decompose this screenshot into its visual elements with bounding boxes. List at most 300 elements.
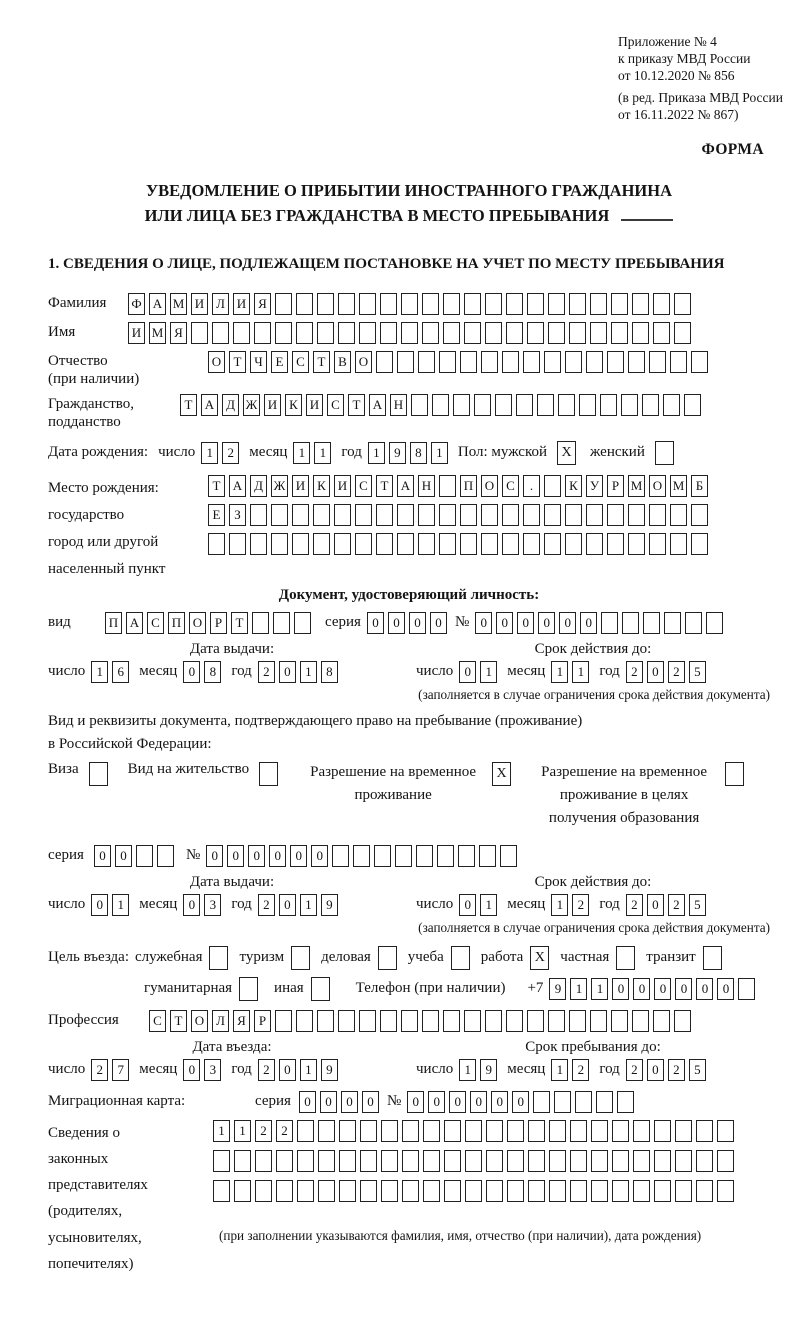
birth-day-field[interactable]: [201, 442, 239, 464]
char-cell: [590, 293, 607, 315]
temp-residence-option: [304, 761, 511, 808]
char-cell: [674, 1010, 691, 1032]
char-cell: [359, 293, 376, 315]
char-cell: [649, 504, 666, 526]
char-cell: [486, 1120, 503, 1142]
char-cell: [297, 1150, 314, 1172]
ref-line: Приложение № 4: [618, 34, 717, 49]
char-cell: [612, 1180, 629, 1202]
representatives-row3-field[interactable]: [213, 1180, 734, 1202]
purpose-work-checkbox[interactable]: [530, 946, 549, 970]
char-cell: [439, 351, 456, 373]
day-label: число: [416, 1061, 454, 1078]
char-cell: 0: [91, 894, 108, 916]
char-cell: [612, 1120, 629, 1142]
birth-place-row2-field[interactable]: [208, 504, 708, 526]
char-cell: [458, 845, 475, 867]
residence-issue-month-field[interactable]: [183, 894, 221, 916]
char-cell: 0: [647, 1059, 664, 1081]
char-cell: [600, 394, 617, 416]
char-cell: [464, 1010, 481, 1032]
char-cell: [717, 1120, 734, 1142]
year-label: год: [341, 444, 362, 461]
purpose-study-checkbox[interactable]: [451, 946, 470, 970]
char-cell: О: [355, 351, 372, 373]
char-cell: 2: [626, 894, 643, 916]
purpose-tourism-checkbox[interactable]: [291, 946, 310, 970]
doc-kind-field[interactable]: [105, 612, 311, 634]
birth-month-field[interactable]: [293, 442, 331, 464]
char-cell: [460, 351, 477, 373]
form-title: [48, 179, 770, 229]
birth-place-label: город или другой: [48, 533, 159, 550]
char-cell: П: [460, 475, 477, 497]
char-cell: Т: [180, 394, 197, 416]
char-cell: [317, 293, 334, 315]
char-cell: П: [105, 612, 122, 634]
char-cell: [297, 1120, 314, 1142]
visa-checkbox[interactable]: [89, 762, 108, 786]
doc-expiry-month-field[interactable]: [551, 661, 589, 683]
char-cell: Я: [170, 322, 187, 344]
char-cell: 2: [258, 1059, 275, 1081]
birth-place-label: государство: [48, 506, 125, 523]
char-cell: [338, 322, 355, 344]
char-cell: [591, 1120, 608, 1142]
char-cell: И: [306, 394, 323, 416]
birth-place-row3-field[interactable]: [208, 533, 708, 555]
char-cell: X: [557, 441, 576, 465]
char-cell: 9: [321, 1059, 338, 1081]
char-cell: [213, 1180, 230, 1202]
char-cell: 1: [234, 1120, 251, 1142]
char-cell: [191, 322, 208, 344]
purpose-official-checkbox[interactable]: [209, 946, 228, 970]
char-cell: [292, 504, 309, 526]
char-cell: 2: [258, 661, 275, 683]
char-cell: [402, 1150, 419, 1172]
char-cell: [402, 1180, 419, 1202]
char-cell: 0: [512, 1091, 529, 1113]
char-cell: [653, 293, 670, 315]
year-label: год: [599, 1061, 620, 1078]
char-cell: [653, 322, 670, 344]
char-cell: 0: [675, 978, 692, 1000]
residence-permit-checkbox[interactable]: [259, 762, 278, 786]
char-cell: М: [170, 293, 187, 315]
char-cell: [255, 1180, 272, 1202]
char-cell: [233, 322, 250, 344]
profession-field[interactable]: [149, 1010, 691, 1032]
doc-expiry-day-field[interactable]: [459, 661, 497, 683]
representatives-label: (родителях,: [48, 1203, 123, 1220]
month-label: месяц: [249, 444, 288, 461]
char-cell: [334, 504, 351, 526]
char-cell: 3: [204, 1059, 221, 1081]
day-label: число: [416, 663, 454, 680]
char-cell: А: [149, 293, 166, 315]
char-cell: [670, 533, 687, 555]
stay-day-field[interactable]: [459, 1059, 497, 1081]
char-cell: 0: [449, 1091, 466, 1113]
char-cell: [696, 1150, 713, 1172]
residence-series-field[interactable]: [94, 845, 174, 867]
char-cell: [607, 533, 624, 555]
char-cell: [523, 504, 540, 526]
char-cell: 5: [689, 661, 706, 683]
char-cell: 0: [428, 1091, 445, 1113]
char-cell: [616, 946, 635, 970]
char-cell: [474, 394, 491, 416]
representatives-label: законных: [48, 1150, 109, 1167]
char-cell: [355, 504, 372, 526]
char-cell: [460, 504, 477, 526]
char-cell: 1: [300, 661, 317, 683]
char-cell: [717, 1150, 734, 1172]
char-cell: [422, 1010, 439, 1032]
purpose-transit-checkbox[interactable]: [703, 946, 722, 970]
char-cell: [359, 1010, 376, 1032]
char-cell: [607, 351, 624, 373]
month-label: месяц: [507, 896, 546, 913]
char-cell: 0: [279, 894, 296, 916]
year-label: год: [231, 896, 252, 913]
profession-label: Профессия: [48, 1012, 119, 1029]
char-cell: [570, 1180, 587, 1202]
char-cell: 1: [551, 1059, 568, 1081]
char-cell: [418, 504, 435, 526]
char-cell: 1: [300, 894, 317, 916]
purpose-work-label: работа: [480, 949, 524, 966]
char-cell: И: [264, 394, 281, 416]
char-cell: [292, 533, 309, 555]
doc-issue-day-field[interactable]: [91, 661, 129, 683]
purpose-humanitarian-checkbox[interactable]: [239, 977, 258, 1001]
char-cell: О: [481, 475, 498, 497]
char-cell: Е: [208, 504, 225, 526]
temp-residence-edu-label: Разрешение на временное проживание в целях получения образования: [541, 763, 708, 827]
char-cell: 0: [367, 612, 384, 634]
surname-field[interactable]: [128, 293, 691, 315]
char-cell: 0: [496, 612, 513, 634]
char-cell: [444, 1120, 461, 1142]
temp-residence-edu-option: [533, 761, 744, 831]
residence-issue-year-field[interactable]: [258, 894, 338, 916]
migration-number-field[interactable]: [407, 1091, 634, 1113]
char-cell: [653, 1010, 670, 1032]
purpose-label: Цель въезда:: [48, 949, 129, 966]
residence-series-label: серия: [48, 847, 84, 864]
char-cell: 0: [696, 978, 713, 1000]
birth-place-label: Место рождения:: [48, 479, 159, 496]
sex-male-checkbox[interactable]: [557, 441, 576, 465]
char-cell: [569, 1010, 586, 1032]
char-cell: [607, 504, 624, 526]
char-cell: Т: [170, 1010, 187, 1032]
char-cell: 1: [91, 661, 108, 683]
char-cell: [318, 1120, 335, 1142]
char-cell: 1: [480, 894, 497, 916]
char-cell: [338, 1010, 355, 1032]
form-label: ФОРМА: [701, 141, 764, 159]
migration-number-label: №: [386, 1093, 402, 1110]
char-cell: [537, 394, 554, 416]
purpose-official-label: служебная: [134, 949, 203, 966]
citizenship-field[interactable]: [180, 394, 701, 416]
char-cell: [674, 293, 691, 315]
char-cell: В: [334, 351, 351, 373]
doc-number-field[interactable]: [475, 612, 723, 634]
char-cell: [444, 1180, 461, 1202]
char-cell: [485, 322, 502, 344]
year-label: год: [599, 663, 620, 680]
char-cell: И: [334, 475, 351, 497]
char-cell: [591, 1180, 608, 1202]
char-cell: Т: [229, 351, 246, 373]
doc-issue-month-field[interactable]: [183, 661, 221, 683]
char-cell: 1: [551, 661, 568, 683]
char-cell: [339, 1180, 356, 1202]
char-cell: [208, 533, 225, 555]
char-cell: [569, 293, 586, 315]
residence-expiry-month-field[interactable]: [551, 894, 589, 916]
char-cell: [655, 441, 674, 465]
stay-year-field[interactable]: [626, 1059, 706, 1081]
sex-female-label: женский: [590, 444, 645, 461]
char-cell: О: [208, 351, 225, 373]
char-cell: [507, 1180, 524, 1202]
validity-note: (заполняется в случае ограничения срока действия документа): [418, 919, 770, 935]
char-cell: [296, 1010, 313, 1032]
char-cell: С: [502, 475, 519, 497]
year-label: год: [599, 896, 620, 913]
char-cell: 1: [314, 442, 331, 464]
residence-issue-day-field[interactable]: [91, 894, 129, 916]
char-cell: Р: [254, 1010, 271, 1032]
char-cell: 6: [112, 661, 129, 683]
char-cell: [239, 977, 258, 1001]
birth-place-row1-field[interactable]: [208, 475, 708, 497]
char-cell: 7: [112, 1059, 129, 1081]
doc-issue-year-field[interactable]: [258, 661, 338, 683]
blank-underline: [621, 206, 673, 221]
residence-expiry-year-field[interactable]: [626, 894, 706, 916]
char-cell: У: [586, 475, 603, 497]
char-cell: 9: [389, 442, 406, 464]
char-cell: [527, 322, 544, 344]
char-cell: [558, 394, 575, 416]
month-label: месяц: [139, 663, 178, 680]
char-cell: [418, 351, 435, 373]
char-cell: О: [189, 612, 206, 634]
char-cell: [395, 845, 412, 867]
stay-month-field[interactable]: [551, 1059, 589, 1081]
char-cell: [380, 322, 397, 344]
purpose-business-label: деловая: [321, 949, 371, 966]
doc-series-field[interactable]: [367, 612, 447, 634]
char-cell: [275, 293, 292, 315]
char-cell: [696, 1120, 713, 1142]
expiry-date-heading: Срок действия до:: [534, 640, 652, 657]
char-cell: 0: [654, 978, 671, 1000]
char-cell: [297, 1180, 314, 1202]
char-cell: [380, 1010, 397, 1032]
char-cell: [271, 504, 288, 526]
representatives-note: (при заполнении указываются фамилия, имя, отчество (при наличии), дата рождения): [219, 1227, 702, 1243]
char-cell: [401, 322, 418, 344]
year-label: год: [231, 1061, 252, 1078]
char-cell: [381, 1150, 398, 1172]
char-cell: Ч: [250, 351, 267, 373]
doc-series-label: серия: [325, 614, 361, 631]
char-cell: [533, 1091, 550, 1113]
char-cell: [590, 322, 607, 344]
char-cell: Т: [313, 351, 330, 373]
doc-expiry-year-field[interactable]: [626, 661, 706, 683]
char-cell: [528, 1150, 545, 1172]
char-cell: [642, 394, 659, 416]
patronymic-label: Отчество: [48, 353, 108, 370]
char-cell: 2: [222, 442, 239, 464]
char-cell: 2: [91, 1059, 108, 1081]
purpose-other-checkbox[interactable]: [311, 977, 330, 1001]
char-cell: [397, 533, 414, 555]
purpose-private-checkbox[interactable]: [616, 946, 635, 970]
char-cell: X: [530, 946, 549, 970]
char-cell: Л: [212, 293, 229, 315]
entry-date-heading: Дата въезда:: [192, 1038, 272, 1055]
char-cell: [464, 293, 481, 315]
char-cell: С: [327, 394, 344, 416]
char-cell: Ж: [243, 394, 260, 416]
char-cell: 0: [517, 612, 534, 634]
citizenship-label2: подданство: [48, 413, 121, 430]
sex-female-checkbox[interactable]: [655, 441, 674, 465]
char-cell: 0: [538, 612, 555, 634]
char-cell: [544, 504, 561, 526]
char-cell: [376, 533, 393, 555]
char-cell: [157, 845, 174, 867]
char-cell: Н: [390, 394, 407, 416]
representatives-row1-field[interactable]: [213, 1120, 734, 1142]
char-cell: [516, 394, 533, 416]
char-cell: [549, 1180, 566, 1202]
char-cell: Л: [212, 1010, 229, 1032]
char-cell: [378, 946, 397, 970]
char-cell: [422, 293, 439, 315]
char-cell: 0: [388, 612, 405, 634]
char-cell: [586, 504, 603, 526]
purpose-business-checkbox[interactable]: [378, 946, 397, 970]
char-cell: [89, 762, 108, 786]
char-cell: З: [229, 504, 246, 526]
char-cell: 1: [431, 442, 448, 464]
char-cell: [213, 1150, 230, 1172]
form-title-line1: УВЕДОМЛЕНИЕ О ПРИБЫТИИ ИНОСТРАННОГО ГРАЖДАНИНА: [145, 181, 673, 201]
char-cell: М: [670, 475, 687, 497]
char-cell: 0: [115, 845, 132, 867]
month-label: месяц: [139, 896, 178, 913]
char-cell: Т: [348, 394, 365, 416]
char-cell: [423, 1150, 440, 1172]
day-label: число: [48, 1061, 86, 1078]
char-cell: [339, 1120, 356, 1142]
char-cell: 1: [459, 1059, 476, 1081]
char-cell: 8: [321, 661, 338, 683]
char-cell: 9: [480, 1059, 497, 1081]
residence-doc-intro2: в Российской Федерации:: [48, 735, 212, 752]
char-cell: [465, 1120, 482, 1142]
char-cell: 8: [410, 442, 427, 464]
char-cell: Б: [691, 475, 708, 497]
char-cell: 0: [633, 978, 650, 1000]
char-cell: К: [565, 475, 582, 497]
char-cell: [544, 475, 561, 497]
char-cell: [664, 612, 681, 634]
residence-expiry-day-field[interactable]: [459, 894, 497, 916]
entry-month-field[interactable]: [183, 1059, 221, 1081]
entry-day-field[interactable]: [91, 1059, 129, 1081]
char-cell: [360, 1180, 377, 1202]
char-cell: [575, 1091, 592, 1113]
char-cell: [544, 351, 561, 373]
char-cell: [291, 946, 310, 970]
char-cell: [439, 504, 456, 526]
residence-number-field[interactable]: [206, 845, 517, 867]
char-cell: [439, 475, 456, 497]
name-field[interactable]: [128, 322, 691, 344]
char-cell: [254, 322, 271, 344]
patronymic-note: (при наличии): [48, 370, 140, 387]
char-cell: [411, 394, 428, 416]
birth-year-field[interactable]: [368, 442, 448, 464]
char-cell: [432, 394, 449, 416]
char-cell: 0: [290, 845, 307, 867]
char-cell: [401, 293, 418, 315]
char-cell: С: [355, 475, 372, 497]
char-cell: 2: [626, 661, 643, 683]
patronymic-field[interactable]: [208, 351, 708, 373]
char-cell: [381, 1120, 398, 1142]
char-cell: [402, 1120, 419, 1142]
char-cell: [464, 322, 481, 344]
representatives-row2-field[interactable]: [213, 1150, 734, 1172]
char-cell: [502, 533, 519, 555]
char-cell: [632, 293, 649, 315]
char-cell: [485, 293, 502, 315]
phone-field[interactable]: [549, 978, 755, 1000]
char-cell: А: [126, 612, 143, 634]
birth-date-label: Дата рождения:: [48, 444, 149, 461]
char-cell: [633, 1120, 650, 1142]
char-cell: М: [628, 475, 645, 497]
char-cell: [338, 293, 355, 315]
char-cell: С: [147, 612, 164, 634]
char-cell: [453, 394, 470, 416]
char-cell: [250, 533, 267, 555]
char-cell: Т: [231, 612, 248, 634]
day-label: число: [48, 896, 86, 913]
migration-series-field[interactable]: [299, 1091, 379, 1113]
temp-residence-edu-checkbox[interactable]: [725, 762, 744, 786]
char-cell: [523, 533, 540, 555]
temp-residence-checkbox[interactable]: [492, 762, 511, 786]
entry-year-field[interactable]: [258, 1059, 338, 1081]
char-cell: О: [191, 1010, 208, 1032]
char-cell: [691, 504, 708, 526]
char-cell: [643, 612, 660, 634]
char-cell: [380, 293, 397, 315]
